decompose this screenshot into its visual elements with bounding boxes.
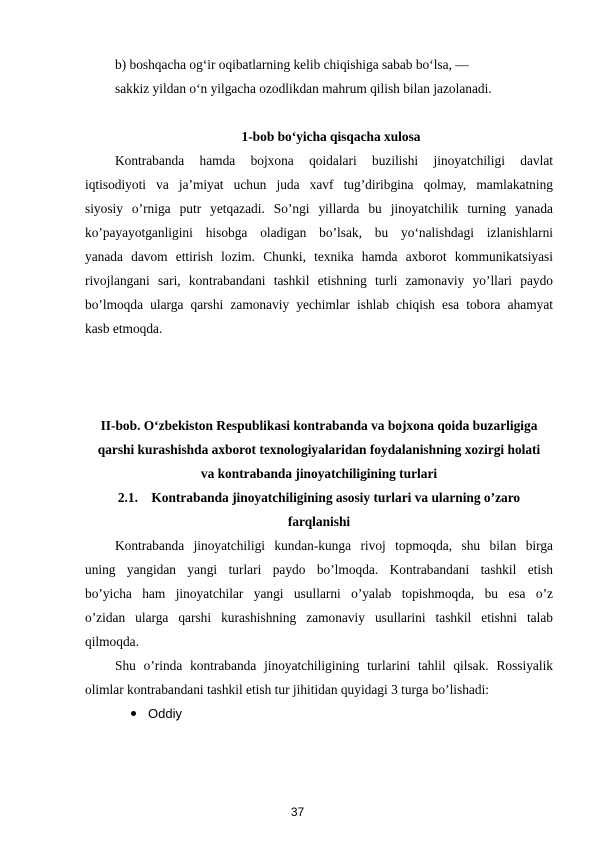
chapter-title-line-3: va kontrabanda jinoyatchiligining turlari — [200, 466, 438, 481]
summary-line-1: Kontrabanda hamda bojxona qoidalari buzilishi jinoyatchiligi davlat — [115, 153, 553, 168]
summary-heading: 1-bob bo‘yicha qisqacha xulosa — [241, 129, 421, 144]
summary-line-2: iqtisodiyoti va ja’miyat uchun juda xavf tug’diribgina qolmay, mamlakatning — [85, 177, 553, 192]
intro-line-1: b) boshqacha og‘ir oqibatlarning kelib chiqishiga sabab bo‘lsa, — — [115, 57, 469, 72]
summary-line-4: ko’payayotganligini hisobga oladigan bo’lsak, bu yo‘nalishdagi izlanishlarni — [85, 225, 553, 240]
para2-line-2: olimlar kontrabandani tashkil etish tur jihitidan quyidagi 3 turga bo’lishadi: — [85, 682, 490, 697]
chapter-title-line-2: qarshi kurashishda axborot texnologiyalaridan foydalanishning xozirgi holati — [97, 442, 541, 457]
bullet-item-label: Oddiy — [148, 706, 182, 721]
summary-line-8: kasb etmoqda. — [85, 321, 163, 336]
section-heading-line-2: farqlanishi — [287, 514, 351, 529]
page-number: 37 — [290, 805, 305, 819]
para1-line-3: bo’yicha ham jinoyatchilar yangi usullarni o’yalab topishmoqda, bu esa o’z — [85, 586, 553, 601]
summary-line-6: rivojlangani sari, kontrabandani tashkil etishning turli zamonaviy yo’llari paydo — [85, 273, 553, 288]
para1-line-4: o’zidan ularga qarshi kurashishning zamonaviy usullarini tashkil etishni talab — [85, 610, 553, 625]
para1-line-1: Kontrabanda jinoyatchiligi kundan-kunga rivoj topmoqda, shu bilan birga — [115, 538, 553, 553]
intro-line-2: sakkiz yildan o‘n yilgacha ozodlikdan mahrum qilish bilan jazolanadi. — [115, 81, 492, 96]
section-heading-line-1: 2.1. Kontrabanda jinoyatchiligining asosiy turlari va ularning o’zaro — [117, 490, 521, 505]
bullet-list-item — [131, 706, 182, 722]
para2-line-1: Shu o’rinda kontrabanda jinoyatchiligining turlarini tahlil qilsak. Rossiyalik — [115, 658, 553, 673]
para1-line-5: qilmoqda. — [85, 634, 139, 649]
summary-line-5: yanada davom ettirish lozim. Chunki, texnika hamda axborot kommunikatsiyasi — [85, 249, 553, 264]
chapter-title-line-1: II-bob. O‘zbekiston Respublikasi kontrabanda va bojxona qoida buzarligiga — [100, 418, 538, 433]
bullet-icon — [131, 711, 136, 716]
para1-line-2: uning yangidan yangi turlari paydo bo’lmoqda. Kontrabandani tashkil etish — [85, 562, 553, 577]
summary-line-7: bo’lmoqda ularga qarshi zamonaviy yechimlar ishlab chiqish esa tobora ahamyat — [85, 297, 553, 312]
summary-line-3: siyosiy o’rniga putr yetqazadi. So’ngi yillarda bu jinoyatchilik turning yanada — [85, 201, 553, 216]
page-content — [85, 0, 553, 842]
